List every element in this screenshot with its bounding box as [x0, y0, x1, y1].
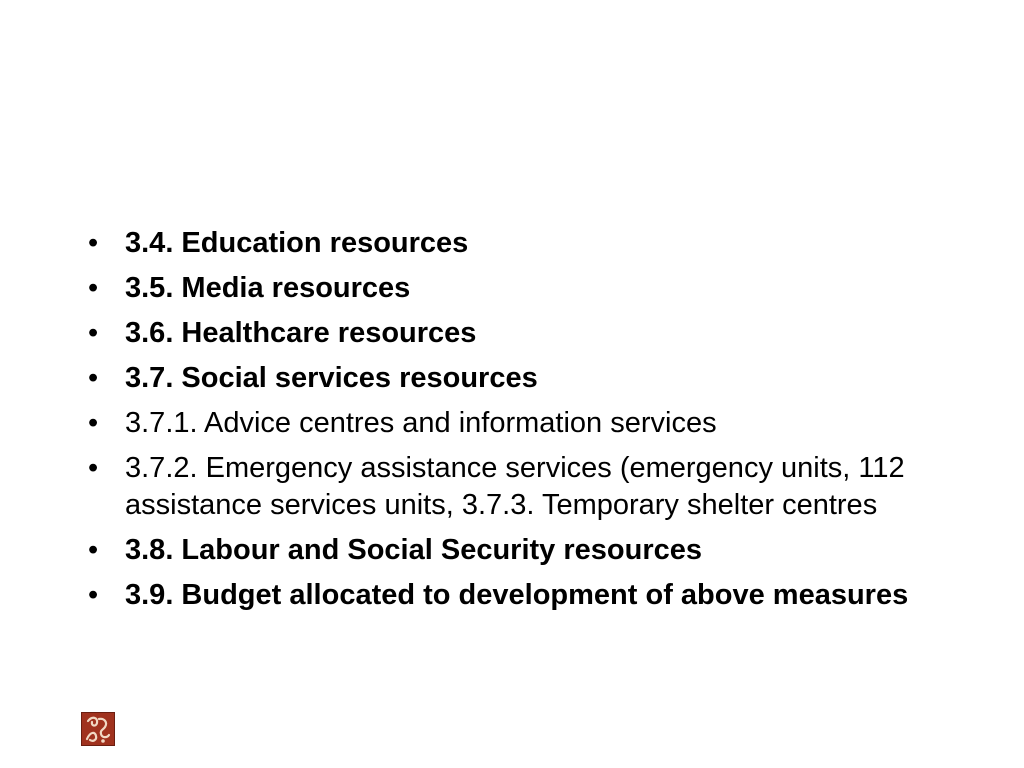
bullet-item: [88, 532, 948, 569]
bullet-symbol: •: [88, 407, 99, 439]
bullet-symbol: •: [88, 362, 99, 394]
bullet-text: 3.7.2. Emergency assistance services (emergency units, 112 assistance services units, 3.7.3. Temporary shelter centres: [125, 452, 905, 521]
bullet-text: 3.7.1. Advice centres and information services: [125, 407, 717, 439]
bullet-symbol: •: [88, 317, 99, 349]
bullet-symbol: •: [88, 227, 99, 259]
bullet-item: [88, 360, 948, 397]
bullet-list: [88, 225, 948, 622]
bullet-symbol: •: [88, 579, 99, 611]
bullet-text: 3.4. Education resources: [125, 227, 469, 259]
bullet-text: 3.9. Budget allocated to development of above measures: [125, 579, 909, 611]
bullet-symbol: •: [88, 534, 99, 566]
bullet-item: [88, 405, 948, 442]
bullet-item: [88, 577, 948, 614]
bullet-text: 3.6. Healthcare resources: [125, 317, 477, 349]
bullet-item: [88, 450, 948, 524]
bullet-item: [88, 225, 948, 262]
logo-icon: [81, 712, 115, 746]
bullet-symbol: •: [88, 272, 99, 304]
logo-graphic: [82, 713, 114, 745]
bullet-item: [88, 270, 948, 307]
bullet-text: 3.7. Social services resources: [125, 362, 538, 394]
bullet-symbol: •: [88, 452, 99, 484]
bullet-text: 3.5. Media resources: [125, 272, 411, 304]
bullet-item: [88, 315, 948, 352]
bullet-text: 3.8. Labour and Social Security resources: [125, 534, 702, 566]
